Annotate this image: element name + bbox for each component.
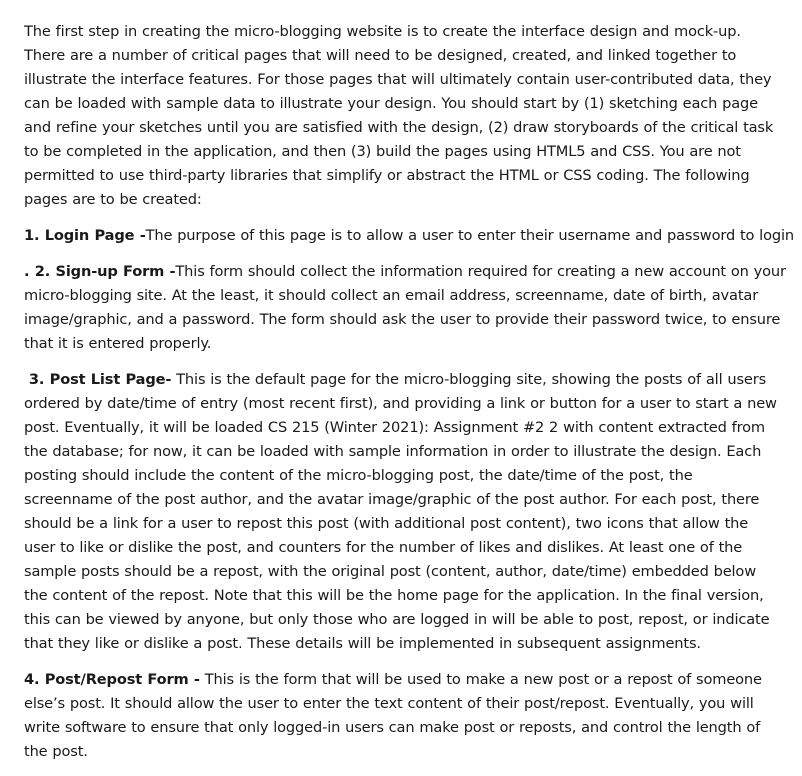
section-heading: 3. Post List Page- bbox=[24, 371, 172, 388]
text-line: that they like or dislike a post. These details will be implemented in subsequent assignments. bbox=[24, 635, 701, 652]
text-line bbox=[24, 668, 802, 692]
section-heading: . 2. Sign-up Form - bbox=[24, 263, 176, 280]
text-line: should be a link for a user to repost this post (with additional post content), two icons that allow the bbox=[24, 515, 749, 532]
text-line: can be loaded with sample data to illustrate your design. You should start by (1) sketching each page bbox=[24, 95, 758, 112]
text-line: the post. bbox=[24, 743, 88, 760]
text-run: This form should collect the information required for creating a new account on your bbox=[175, 263, 786, 280]
text-line: else’s post. It should allow the user to enter the text content of their post/repost. Eventually, you will bbox=[24, 695, 754, 712]
text-run: This is the form that will be used to make a new post or a repost of someone bbox=[199, 671, 762, 688]
section-heading: 1. Login Page - bbox=[24, 227, 146, 244]
text-line: screenname of the post author, and the avatar image/graphic of the post author. For each post, there bbox=[24, 491, 760, 508]
text-line: ordered by date/time of entry (most recent first), and providing a link or button for a user to start a new bbox=[24, 395, 777, 412]
section-heading: 4. Post/Repost Form - bbox=[24, 671, 200, 688]
signup-form-paragraph bbox=[24, 260, 802, 356]
text-line: image/graphic, and a password. The form should ask the user to provide their password twice, to ensure bbox=[24, 311, 781, 328]
text-run: The purpose of this page is to allow a user to enter their username and password to login bbox=[145, 227, 794, 244]
post-repost-form-paragraph bbox=[24, 668, 802, 764]
text-line: There are a number of critical pages that will need to be designed, created, and linked together to bbox=[24, 47, 737, 64]
text-line: sample posts should be a repost, with the original post (content, author, date/time) embedded below bbox=[24, 563, 756, 580]
document-body bbox=[24, 20, 802, 776]
text-line: permitted to use third-party libraries that simplify or abstract the HTML or CSS coding. The following bbox=[24, 167, 750, 184]
text-line: write software to ensure that only logged-in users can make post or reposts, and control the length of bbox=[24, 719, 761, 736]
text-line: pages are to be created: bbox=[24, 191, 202, 208]
text-line: illustrate the interface features. For those pages that will ultimately contain user-contributed data, they bbox=[24, 71, 772, 88]
text-line: and refine your sketches until you are satisfied with the design, (2) draw storyboards of the critical task bbox=[24, 119, 774, 136]
post-list-paragraph bbox=[24, 368, 802, 656]
text-line: the database; for now, it can be loaded with sample information in order to illustrate the design. Each bbox=[24, 443, 762, 460]
text-line: this can be viewed by anyone, but only those who are logged in will be able to post, repost, or indicate bbox=[24, 611, 770, 628]
text-run: This is the default page for the micro-blogging site, showing the posts of all users bbox=[171, 371, 767, 388]
intro-paragraph bbox=[24, 20, 802, 212]
text-line: the content of the repost. Note that this will be the home page for the application. In the final version, bbox=[24, 587, 764, 604]
text-line bbox=[24, 368, 802, 392]
login-page-paragraph bbox=[24, 224, 802, 248]
text-line bbox=[24, 224, 802, 248]
text-line: micro-blogging site. At the least, it should collect an email address, screenname, date of birth, avatar bbox=[24, 287, 759, 304]
text-line: that it is entered properly. bbox=[24, 335, 212, 352]
text-line: posting should include the content of the micro-blogging post, the date/time of the post, the bbox=[24, 467, 693, 484]
text-line bbox=[24, 260, 802, 284]
text-line: The first step in creating the micro-blogging website is to create the interface design and mock-up. bbox=[24, 23, 741, 40]
text-line: post. Eventually, it will be loaded CS 215 (Winter 2021): Assignment #2 2 with content extracted from bbox=[24, 419, 765, 436]
text-line: user to like or dislike the post, and counters for the number of likes and dislikes. At least one of the bbox=[24, 539, 743, 556]
text-line: to be completed in the application, and then (3) build the pages using HTML5 and CSS. You are not bbox=[24, 143, 741, 160]
